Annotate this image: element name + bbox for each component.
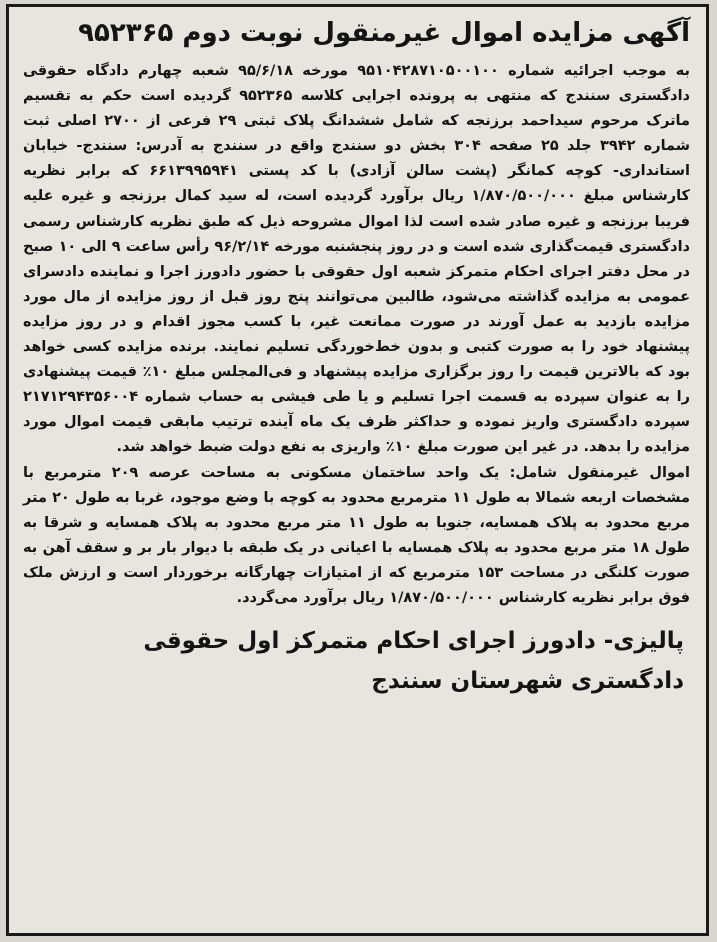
notice-title: آگهی مزایده اموال غیرمنقول نوبت دوم ۹۵۲۳۶۵ xyxy=(78,18,690,48)
property-description-paragraph: اموال غیرمنقول شامل: یک واحد ساختمان مسکونی به مساحت عرصه ۲۰۹ مترمربع با مشخصات اربعه شمالا به طول ۱۱ مترمربع محدود به کوچه با وضع موجود، غربا به طول ۲۰ متر مربع محدود به پلاک همسایه، جنوبا به طول ۱۱ متر مربع محدود به پلاک همسایه و شرقا به طول ۱۸ متر مربع محدود به پلاک همسایه با اعیانی در یک طبقه با دیوار بار بر و سقف آهن به صورت کلنگی در مساحت ۱۵۳ مترمربع که از امتیازات چهارگانه برخوردار است و ارزش ملک فوق برابر نظریه کارشناس ۱/۸۷۰/۵۰۰/۰۰۰ ریال برآورد می‌گردد. xyxy=(23,464,690,606)
signature-block xyxy=(23,621,690,701)
notice-body-paragraph: به موجب اجرائیه شماره ۹۵۱۰۴۲۸۷۱۰۵۰۰۱۰۰ مورخه ۹۵/۶/۱۸ شعبه چهارم دادگاه حقوقی دادگستری سنندج که منتهی به پرونده اجرایی کلاسه ۹۵۲۳۶۵ گردیده است حکم به تقسیم ماترک مرحوم سیداحمد برزنجه که شامل ششدانگ پلاک ثبتی ۲۹ فرعی از ۲۷۰۰ اصلی ثبت شماره ۳۹۴۲ جلد ۲۵ صفحه ۳۰۴ بخش دو سنندج واقع در سنندج به آدرس: سنندج- خیابان استانداری- کوچه کمانگر (پشت سالن آزادی) با کد پستی ۶۶۱۳۹۹۵۹۴۱ که برابر نظریه کارشناس مبلغ ۱/۸۷۰/۵۰۰/۰۰۰ ریال برآورد گردیده است، له سید کمال برزنجه و غیره علیه فریبا برزنجه و غیره صادر شده است لذا اموال مشروحه ذیل که طبق نظریه کارشناس رسمی دادگستری قیمت‌گذاری شده است و در روز پنجشنبه مورخه ۹۶/۲/۱۴ رأس ساعت ۹ الی ۱۰ صبح در محل دفتر اجرای احکام متمرکز شعبه اول حقوقی با حضور دادورز اجرا و نماینده دادسرای عمومی به مزایده گذاشته می‌شود، طالبین می‌توانند پنج روز قبل از روز مزایده از مال مورد مزایده بازدید به عمل آورند در صورت ممانعت غیر، با کسب مجوز اقدام و در روز مزایده پیشنهاد خود را به صورت کتبی و بدون خط‌خوردگی تسلیم نمایند. برنده مزایده کسی خواهد بود که بالاترین قیمت را روز برگزاری مزایده پیشنهاد و فی‌المجلس مبلغ ۱۰٪ قیمت پیشنهادی را به عنوان سپرده به قسمت اجرا تسلیم و یا طی فیشی به حساب شماره ۲۱۷۱۲۹۴۳۵۶۰۰۴ سپرده دادگستری واریز نموده و حداکثر ظرف یک ماه آینده ترتیب مابقی قیمت اموال مورد مزایده را بدهد. در غیر این صورت مبلغ ۱۰٪ واریزی به نفع دولت ضبط خواهد شد. xyxy=(23,63,691,456)
auction-notice xyxy=(6,4,709,936)
signature-line-court: دادگستری شهرستان سنندج xyxy=(371,668,684,695)
signature-line-officer: پالیزی- دادورز اجرای احکام متمرکز اول حقوقی xyxy=(143,628,684,655)
